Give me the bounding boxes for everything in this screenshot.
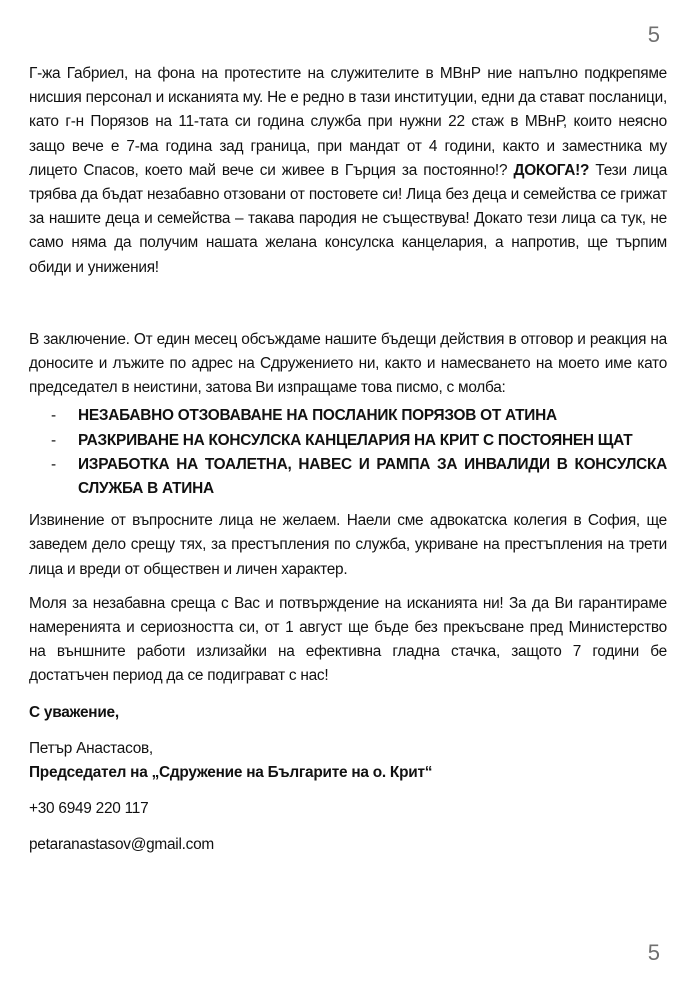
paragraph-protest-text-2: Тези лица трябва да бъдат незабавно отзовани от постовете си! Лица без деца и семейства се грижат за нашите деца и семейства – такава пародия не съществува! Докато тези лица са тук, не само няма да получим нашата желана консулска канцелария, а напротив, ще търпим обиди и унижения! — [29, 161, 667, 276]
paragraph-protest-text-1: Г-жа Габриел, на фона на протестите на служителите в МВнР ние напълно подкрепяме нисшия персонал и исканията му. Не е редно в тази институции, едни да стават посланици, като г-н Порязов на 11-тата си година служба при нужни 22 стаж в МВнР, които неясно защо вече е 7-ма година зад граница, при мандат от 4 години, както и заместника му лицето Спасов, което май вече си живее в Гърция за постоянно!? — [29, 65, 667, 179]
paragraph-conclusion: В заключение. От един месец обсъждаме нашите бъдещи действия в отговор и реакция на доносите и лъжите по адрес на Сдружението ни, както и намесването на моето име като председател в неистини, затова Ви изпращаме това писмо, с молба: — [29, 330, 667, 397]
signer-title: Председател на „Сдружение на Българите на о. Крит“ — [29, 764, 433, 782]
list-dash: - — [51, 407, 56, 425]
demands-list — [29, 404, 667, 501]
letter-body — [29, 62, 667, 858]
paragraph-protest — [29, 62, 667, 280]
demand-item — [29, 453, 667, 501]
demand-text: РАЗКРИВАНЕ НА КОНСУЛСКА КАНЦЕЛАРИЯ НА КРИТ С ПОСТОЯНЕН ЩАТ — [78, 431, 633, 449]
demand-text: ИЗРАБОТКА НА ТОАЛЕТНА, НАВЕС И РАМПА ЗА ИНВАЛИДИ В КОНСУЛСКА СЛУЖБА В АТИНА — [78, 455, 667, 498]
demand-item — [29, 429, 667, 453]
contact-email: petaranastasov@gmail.com — [29, 836, 214, 854]
list-dash: - — [51, 455, 56, 473]
contact-phone: +30 6949 220 117 — [29, 800, 149, 818]
page-number-top: 5 — [647, 22, 660, 47]
demand-item — [29, 404, 667, 428]
demand-text: НЕЗАБАВНО ОТЗОВАВАНЕ НА ПОСЛАНИК ПОРЯЗОВ ОТ АТИНА — [78, 407, 557, 425]
emphasis-dokoga: ДОКОГА!? — [513, 161, 590, 179]
closing-salutation: С уважение, — [29, 703, 119, 721]
paragraph-meeting-request: Моля за незабавна среща с Вас и потвърждение на исканията ни! За да Ви гарантираме намеренията и сериозността си, от 1 август ще бъде без прекъсване пред Министерство на външните работи излизайки на ефективна гладна стачка, защото 7 години бе достатъчен период да се подиграват с нас! — [29, 594, 667, 685]
signer-name: Петър Анастасов, — [29, 739, 153, 757]
page-number-bottom: 5 — [647, 940, 660, 965]
list-dash: - — [51, 431, 56, 449]
paragraph-lawsuit: Извинение от въпросните лица не желаем. Наели сме адвокатска колегия в София, ще заведем дело срещу тях, за престъпления по служба, укриване на престъпления на трети лица и вреди от обществен и личен характер. — [29, 512, 667, 578]
